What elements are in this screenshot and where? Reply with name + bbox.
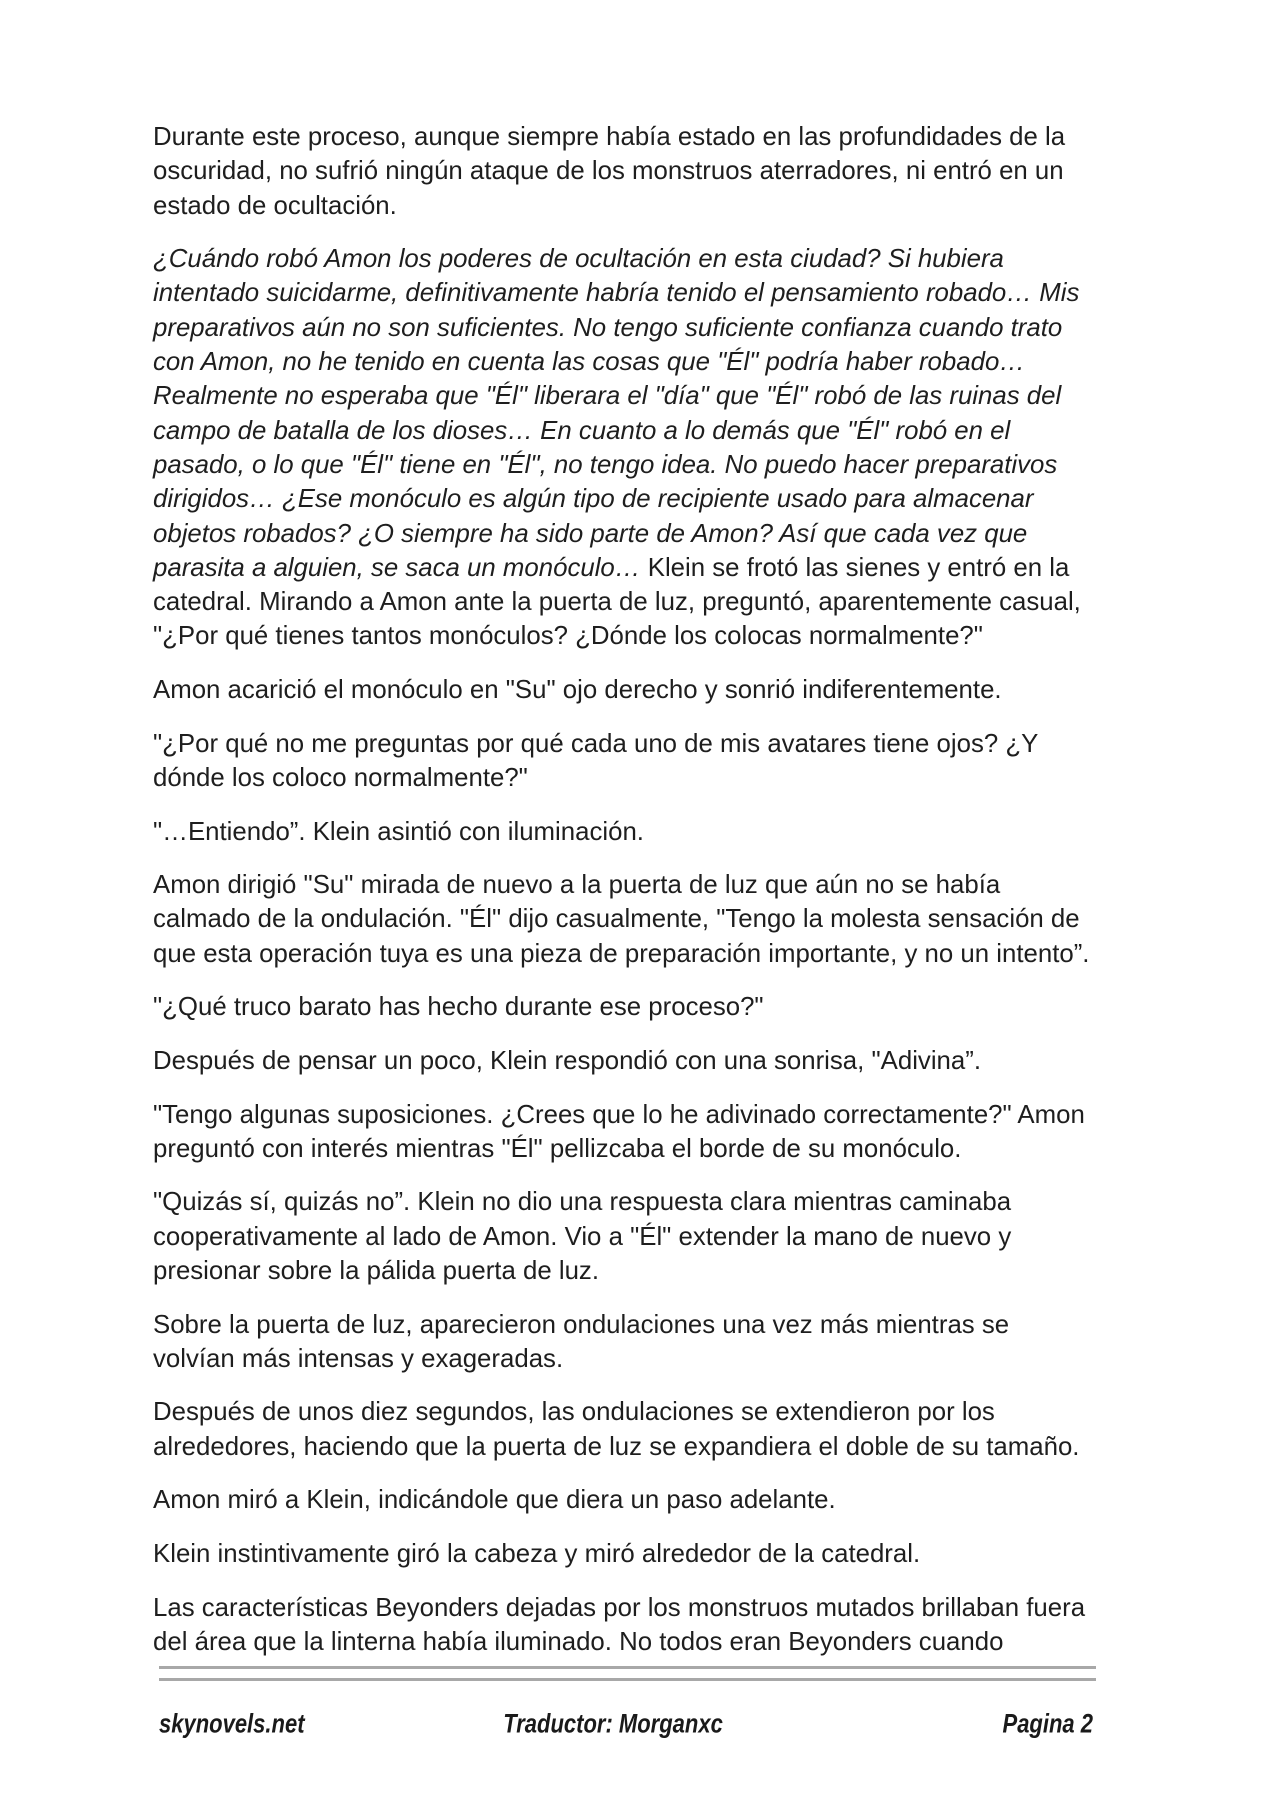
paragraph: [153, 990, 1113, 1024]
paragraph: [153, 868, 1113, 971]
text-line: preparativos aún no son suficientes. No tengo suficiente confianza cuando trato: [153, 313, 1063, 342]
paragraph: [153, 242, 1113, 654]
body-text: [153, 120, 1113, 1659]
text-line: objetos robados? ¿O siempre ha sido parte de Amon? Así que cada vez que: [153, 519, 1028, 548]
inner-thought-text: parasita a alguien, se saca un monóculo…: [153, 553, 641, 582]
text-line: estado de ocultación.: [153, 191, 397, 220]
footer-divider-bottom: [159, 1678, 1096, 1681]
footer-site: [159, 1708, 305, 1740]
footer-site-label: skynovels.net: [159, 1708, 305, 1739]
footer-translator-label: Traductor: Morganxc: [503, 1708, 723, 1739]
text-line: cooperativamente al lado de Amon. Vio a "Él" extender la mano de nuevo y: [153, 1222, 1012, 1251]
text-line: oscuridad, no sufrió ningún ataque de los monstruos aterradores, ni entró en un: [153, 157, 1064, 186]
text-line: "¿Qué truco barato has hecho durante ese proceso?": [153, 993, 764, 1022]
text-line: ¿Cuándo robó Amon los poderes de ocultación en esta ciudad? Si hubiera: [153, 245, 1004, 274]
text-line: campo de batalla de los dioses… En cuanto a lo demás que "Él" robó en el: [153, 416, 1011, 445]
text-line: Después de unos diez segundos, las ondulaciones se extendieron por los: [153, 1398, 995, 1427]
paragraph: [153, 1308, 1113, 1377]
paragraph: [153, 1591, 1113, 1660]
text-line: que esta operación tuya es una pieza de preparación importante, y no un intento”.: [153, 939, 1090, 968]
text-line: intentado suicidarme, definitivamente habría tenido el pensamiento robado… Mis: [153, 279, 1080, 308]
text-line: pasado, o lo que "Él" tiene en "Él", no tengo idea. No puedo hacer preparativos: [153, 450, 1058, 479]
text-line: Durante este proceso, aunque siempre había estado en las profundidades de la: [153, 123, 1066, 151]
text-line: [153, 585, 1113, 619]
footer-page-number-label: Pagina 2: [1002, 1708, 1093, 1739]
text-line: volvían más intensas y exageradas.: [153, 1344, 564, 1373]
text-line: Las características Beyonders dejadas por los monstruos mutados brillaban fuera: [153, 1593, 1086, 1622]
paragraph: [153, 673, 1113, 707]
text-line: preguntó con interés mientras "Él" pellizcaba el borde de su monóculo.: [153, 1134, 962, 1163]
footer-page-number: [1003, 1708, 1093, 1740]
paragraph: [153, 120, 1113, 223]
text-line: Realmente no esperaba que "Él" liberara el "día" que "Él" robó de las ruinas del: [153, 382, 1062, 411]
text-line: dónde los coloco normalmente?": [153, 763, 528, 792]
text-line: "Quizás sí, quizás no”. Klein no dio una respuesta clara mientras caminaba: [153, 1188, 1012, 1217]
text-line: Amon dirigió "Su" mirada de nuevo a la puerta de luz que aún no se había: [153, 871, 1001, 900]
text-line: "¿Por qué no me preguntas por qué cada uno de mis avatares tiene ojos? ¿Y: [153, 729, 1039, 758]
narration-text: catedral. Mirando a Amon ante la puerta de luz, preguntó, aparentemente casual,: [153, 588, 1081, 617]
footer-divider-top: [159, 1666, 1096, 1669]
text-line: Klein instintivamente giró la cabeza y miró alrededor de la catedral.: [153, 1539, 921, 1568]
paragraph: [153, 815, 1113, 849]
text-line: Amon acarició el monóculo en "Su" ojo derecho y sonrió indiferentemente.: [153, 676, 1002, 705]
paragraph: [153, 1098, 1113, 1167]
text-line: con Amon, no he tenido en cuenta las cosas que "Él" podría haber robado…: [153, 348, 1026, 377]
paragraph: [153, 1395, 1113, 1464]
paragraph: [153, 1483, 1113, 1517]
paragraph: [153, 1185, 1113, 1288]
paragraph: [153, 1044, 1113, 1078]
text-line: alrededores, haciendo que la puerta de luz se expandiera el doble de su tamaño.: [153, 1432, 1080, 1461]
text-line: del área que la linterna había iluminado. No todos eran Beyonders cuando: [153, 1627, 1004, 1656]
text-line: "…Entiendo”. Klein asintió con iluminación.: [153, 817, 644, 846]
text-line: calmado de la ondulación. "Él" dijo casualmente, "Tengo la molesta sensación de: [153, 905, 1080, 934]
text-line: Amon miró a Klein, indicándole que diera un paso adelante.: [153, 1486, 836, 1515]
text-line: [153, 619, 1113, 653]
text-line: Sobre la puerta de luz, aparecieron ondulaciones una vez más mientras se: [153, 1310, 1010, 1339]
text-line: "Tengo algunas suposiciones. ¿Crees que lo he adivinado correctamente?" Amon: [153, 1100, 1085, 1129]
paragraph: [153, 727, 1113, 796]
text-line: dirigidos… ¿Ese monóculo es algún tipo de recipiente usado para almacenar: [153, 485, 1034, 514]
text-line: [153, 551, 1113, 585]
text-line: presionar sobre la pálida puerta de luz.: [153, 1256, 599, 1285]
narration-text: "¿Por qué tienes tantos monóculos? ¿Dónde los colocas normalmente?": [153, 622, 983, 651]
footer-translator: [503, 1708, 723, 1740]
text-line: Después de pensar un poco, Klein respondió con una sonrisa, "Adivina”.: [153, 1046, 982, 1075]
paragraph: [153, 1537, 1113, 1571]
narration-text: Klein se frotó las sienes y entró en la: [640, 553, 1070, 582]
